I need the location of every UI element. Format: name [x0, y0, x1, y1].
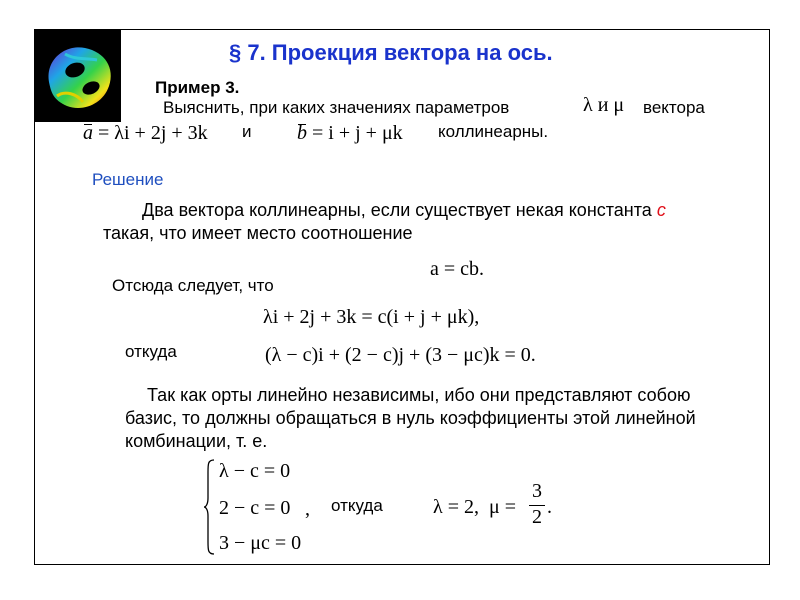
solution-heading: Решение: [92, 170, 164, 189]
system-eq-2: 2 − c = 0: [219, 497, 291, 519]
page-title: § 7. Проекция вектора на ось.: [229, 40, 553, 65]
answer-fraction: [529, 480, 545, 529]
vector-a-formula: a = λi + 2j + 3k: [83, 122, 208, 144]
params-lambda-mu: λ и μ: [583, 94, 625, 116]
vector-b-symbol: b: [297, 122, 307, 144]
example-line1: Выяснить, при каких значениях параметров: [163, 98, 510, 117]
example-heading: Пример 3.: [155, 78, 240, 97]
whence-text-2: откуда: [331, 496, 383, 515]
system-eq-3: 3 − μc = 0: [219, 532, 302, 554]
answer-period: .: [547, 496, 552, 518]
slide: [34, 29, 770, 565]
vector-a-symbol: a: [83, 122, 93, 144]
equation-a-eq-cb: a = cb.: [430, 258, 485, 280]
system-brace: [203, 458, 215, 556]
vector-b-expr: i + j + μk: [328, 122, 403, 144]
answer-denominator: 2: [529, 505, 545, 529]
equation-zero: (λ − c)i + (2 − c)j + (3 − μc)k = 0.: [265, 344, 536, 366]
constant-c: c: [656, 200, 666, 220]
answer-numerator: 3: [532, 480, 542, 502]
vector-b-formula: b = i + j + μk: [297, 122, 403, 144]
system-eq-1: λ − c = 0: [219, 460, 291, 482]
para2-line3: комбинации, т. е.: [125, 431, 268, 451]
answer-mu: μ =: [489, 496, 517, 518]
para1-line1: [142, 200, 666, 221]
collinear-word: коллинеарны.: [438, 122, 549, 141]
answer-lambda: λ = 2,: [433, 496, 479, 518]
para1-line1-text: Два вектора коллинеарны, если существует некая константа: [142, 200, 652, 220]
para1-line2: такая, что имеет место соотношение: [103, 223, 413, 243]
para2-line2: базис, то должны обращаться в нуль коэффициенты этой линейной: [125, 408, 696, 428]
vector-a-expr: λi + 2j + 3k: [114, 122, 208, 144]
vectors-word: вектора: [643, 98, 705, 117]
torus-logo-icon: [35, 30, 121, 122]
hence-text: Отсюда следует, что: [112, 276, 274, 295]
para2-line1: Так как орты линейно независимы, ибо они представляют собою: [147, 385, 691, 405]
and-word: и: [242, 122, 252, 141]
whence-text-1: откуда: [125, 342, 177, 361]
system-comma: ,: [305, 498, 310, 520]
equation-expanded: λi + 2j + 3k = c(i + j + μk),: [263, 306, 480, 328]
